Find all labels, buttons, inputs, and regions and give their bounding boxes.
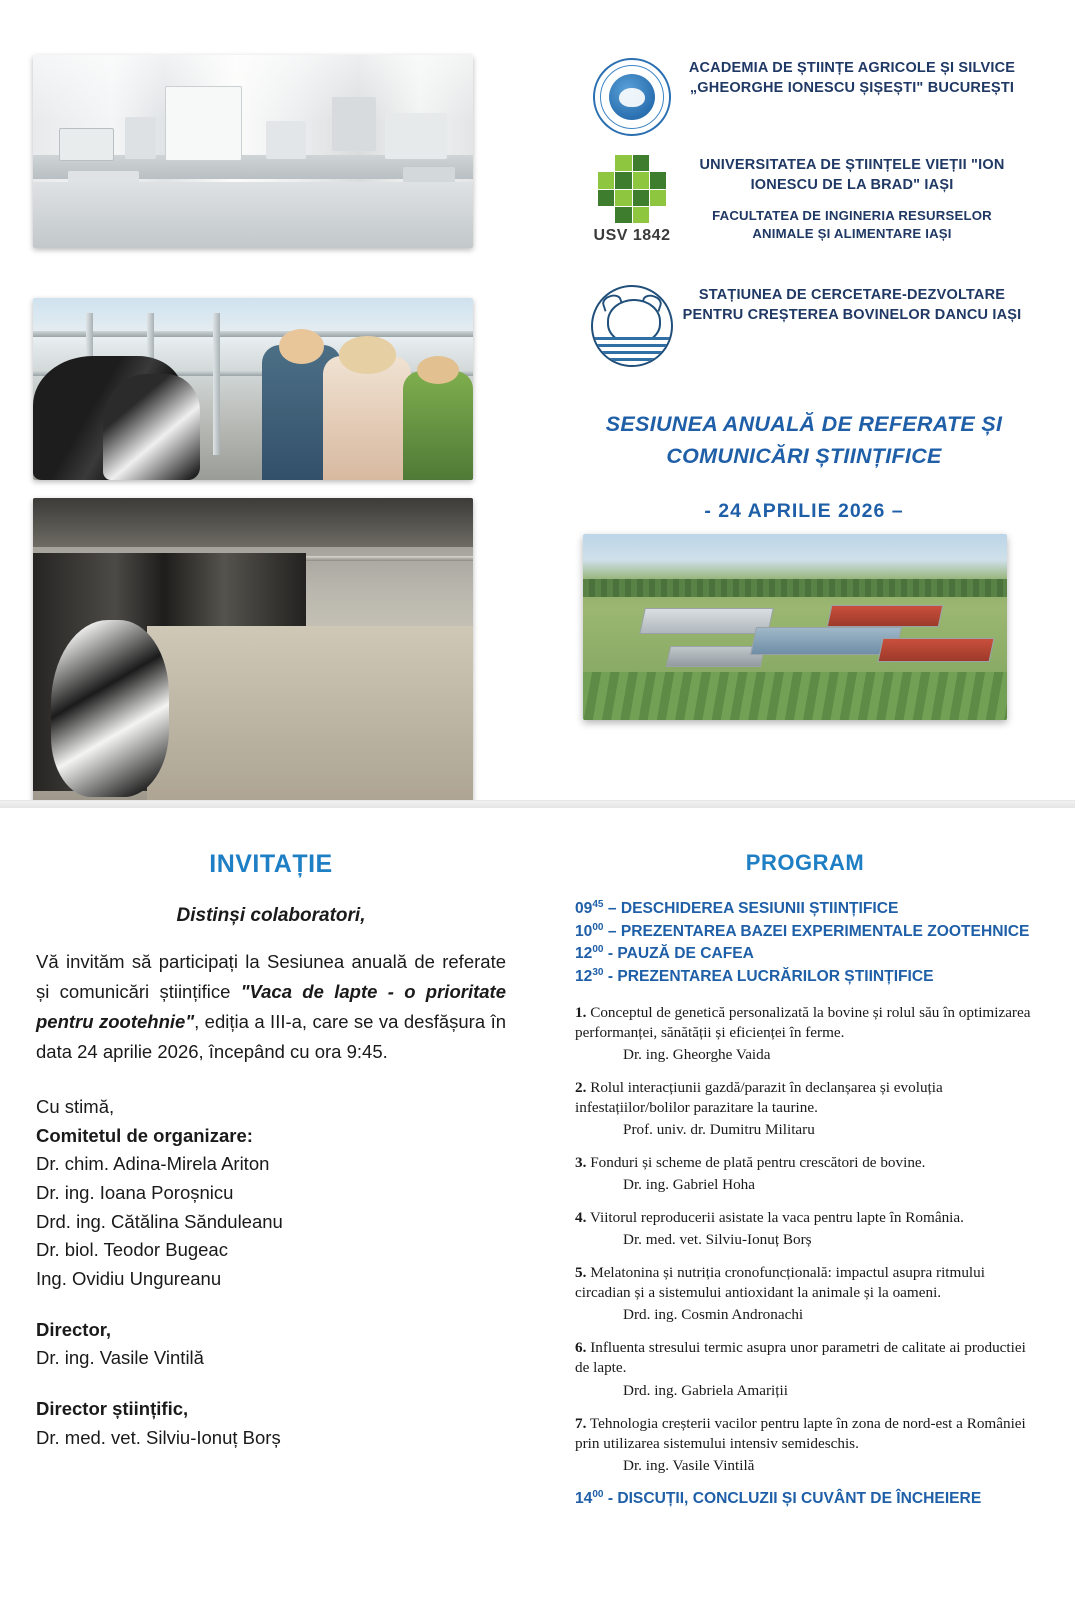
talk-author: Dr. ing. Gheorghe Vaida bbox=[623, 1045, 771, 1063]
schedule-time: 10 bbox=[575, 922, 593, 940]
talk-title: Conceptul de genetică personalizată la bovine și rolul său în optimizarea performanței, sănătății și eficienței în ferme. bbox=[575, 1003, 1031, 1041]
committee-member: Drd. ing. Cătălina Sănduleanu bbox=[36, 1210, 283, 1232]
schedule-time: 12 bbox=[575, 945, 593, 963]
organization-name-dancu: STAȚIUNEA DE CERCETARE-DEZVOLTARE PENTRU CREȘTEREA BOVINELOR DANCU IAȘI bbox=[682, 287, 1022, 323]
invitation-salutation: Distinși colaboratori, bbox=[176, 905, 366, 926]
session-title: SESIUNEA ANUALĂ DE REFERATE ȘI COMUNICĂRI ȘTIINȚIFICE bbox=[605, 412, 1003, 469]
schedule-time-sup: 45 bbox=[592, 899, 604, 910]
program-heading: PROGRAM bbox=[745, 850, 865, 875]
invitation-heading: INVITAȚIE bbox=[209, 850, 333, 878]
talk-item bbox=[575, 1263, 1035, 1325]
poster-body-section bbox=[0, 808, 1075, 1612]
talk-number: 6. bbox=[575, 1339, 587, 1357]
talks-list bbox=[575, 1003, 1035, 1476]
director-name: Dr. ing. Vasile Vintilă bbox=[36, 1347, 204, 1369]
talk-number: 2. bbox=[575, 1078, 587, 1096]
talk-author: Prof. univ. dr. Dumitru Militaru bbox=[623, 1120, 815, 1138]
session-date: - 24 APRILIE 2026 – bbox=[704, 500, 904, 522]
schedule-item bbox=[575, 966, 1035, 989]
talk-title: Influenta stresului termic asupra unor parametri de calitate ai productiei de lapte. bbox=[575, 1339, 1026, 1377]
talk-number: 5. bbox=[575, 1264, 587, 1282]
invitation-paragraph-highlight: "Vaca de lapte - o prioritate pentru zootehnie" bbox=[36, 980, 506, 1032]
talk-author: Dr. ing. Gabriel Hoha bbox=[623, 1176, 756, 1193]
schedule-time-sup: 30 bbox=[592, 966, 604, 978]
committee-label: Comitetul de organizare: bbox=[36, 1124, 253, 1146]
closing-time-sup: 00 bbox=[592, 1488, 604, 1500]
schedule-item bbox=[575, 898, 1035, 921]
talk-item bbox=[575, 1338, 1035, 1400]
scientific-director-name: Dr. med. vet. Silviu-Ionuț Borș bbox=[36, 1426, 281, 1448]
schedule-time: 12 bbox=[575, 968, 593, 986]
program-column bbox=[575, 850, 1035, 1508]
talk-number: 1. bbox=[575, 1003, 587, 1021]
talk-title: Fonduri și scheme de plată pentru crescători de bovine. bbox=[590, 1153, 926, 1171]
talk-title: Melatonina și nutriția cronofuncțională: impactul asupra ritmului circadian și a sistemului antioxidant la animale și la oameni. bbox=[575, 1264, 985, 1302]
schedule-time: 09 bbox=[575, 900, 593, 918]
committee-member: Dr. biol. Teodor Bugeac bbox=[36, 1239, 228, 1261]
schedule-text: - PAUZĂ DE CAFEA bbox=[603, 945, 754, 963]
invitation-paragraph bbox=[36, 947, 506, 1067]
talk-author: Dr. med. vet. Silviu-Ionuț Borș bbox=[623, 1231, 812, 1249]
usv-1842-logo-icon bbox=[584, 155, 680, 245]
asas-seal-icon bbox=[584, 58, 680, 136]
program-closing-item bbox=[575, 1489, 1035, 1508]
organization-name-asas: ACADEMIA DE ȘTIINȚE AGRICOLE ȘI SILVICE „GHEORGHE IONESCU ȘIȘEȘTI" BUCUREȘTI bbox=[688, 60, 1016, 96]
talk-title: Rolul interacțiunii gazdă/parazit în declanșarea și evoluția infestațiilor/bolilor parazitare la taurine. bbox=[575, 1078, 943, 1116]
schedule-item bbox=[575, 921, 1035, 944]
committee-member: Dr. chim. Adina-Mirela Ariton bbox=[36, 1153, 270, 1175]
talk-number: 7. bbox=[575, 1414, 587, 1432]
schedule-time-sup: 00 bbox=[592, 921, 604, 933]
closing-time: 14 bbox=[575, 1489, 593, 1507]
schedule-text: - PREZENTAREA LUCRĂRILOR ȘTIINȚIFICE bbox=[603, 968, 934, 986]
schedule-time-sup: 00 bbox=[592, 944, 604, 956]
talk-item bbox=[575, 1078, 1035, 1140]
dancu-bull-logo-icon bbox=[584, 285, 680, 367]
talk-item bbox=[575, 1208, 1035, 1250]
talk-title: Tehnologia creșterii vacilor pentru lapte în zona de nord-est a României prin utilizarea sistemului intensiv semideschis. bbox=[575, 1414, 1026, 1452]
schedule-text: – DESCHIDEREA SESIUNII ȘTIINȚIFICE bbox=[603, 900, 899, 918]
closing-text: - DISCUȚII, CONCLUZII ȘI CUVÂNT DE ÎNCHEIERE bbox=[603, 1489, 982, 1507]
talk-item bbox=[575, 1414, 1035, 1476]
invitation-closing: Cu stimă, bbox=[36, 1095, 115, 1117]
talk-item bbox=[575, 1003, 1035, 1065]
talk-number: 3. bbox=[575, 1153, 587, 1171]
talk-author: Drd. ing. Cosmin Andronachi bbox=[623, 1306, 804, 1324]
talk-author: Drd. ing. Gabriela Amariții bbox=[623, 1381, 788, 1399]
talk-author: Dr. ing. Vasile Vintilă bbox=[623, 1456, 755, 1474]
invitation-paragraph-part2: , ediția a III-a, care se va desfășura în data 24 aprilie 2026, începând cu ora 9:45. bbox=[36, 1010, 506, 1062]
scientific-director-label: Director științific, bbox=[36, 1397, 189, 1419]
organization-name-usv: UNIVERSITATEA DE ȘTIINȚELE VIEȚII "ION IONESCU DE LA BRAD" IAȘI bbox=[699, 157, 1005, 193]
organization-block-usv bbox=[584, 155, 1024, 245]
poster-header-section bbox=[0, 0, 1075, 800]
aerial-farm-photo bbox=[583, 534, 1007, 720]
invitation-paragraph-part1: Vă invităm să participați la Sesiunea anuală de referate și comunicări științifice bbox=[36, 951, 506, 1002]
laboratory-photo bbox=[33, 55, 473, 248]
organization-block-asas bbox=[584, 58, 1024, 136]
dairy-barn-cows-photo bbox=[33, 498, 473, 803]
committee-member: Dr. ing. Ioana Poroșnicu bbox=[36, 1181, 234, 1203]
children-visiting-cows-photo bbox=[33, 298, 473, 480]
organization-faculty-usv: FACULTATEA DE INGINERIA RESURSELOR ANIMALE ȘI ALIMENTARE IAȘI bbox=[712, 208, 992, 241]
usv-logo-caption: USV 1842 bbox=[593, 227, 671, 244]
schedule-item bbox=[575, 943, 1035, 966]
talk-item bbox=[575, 1153, 1035, 1195]
invitation-column bbox=[36, 850, 506, 1452]
schedule-text: – PREZENTAREA BAZEI EXPERIMENTALE ZOOTEHNICE bbox=[603, 922, 1030, 940]
director-label: Director, bbox=[36, 1318, 112, 1340]
talk-title: Viitorul reproducerii asistate la vaca pentru lapte în România. bbox=[589, 1209, 964, 1227]
talk-number: 4. bbox=[575, 1209, 587, 1227]
committee-member: Ing. Ovidiu Ungureanu bbox=[36, 1267, 222, 1289]
organization-block-dancu bbox=[584, 285, 1024, 367]
